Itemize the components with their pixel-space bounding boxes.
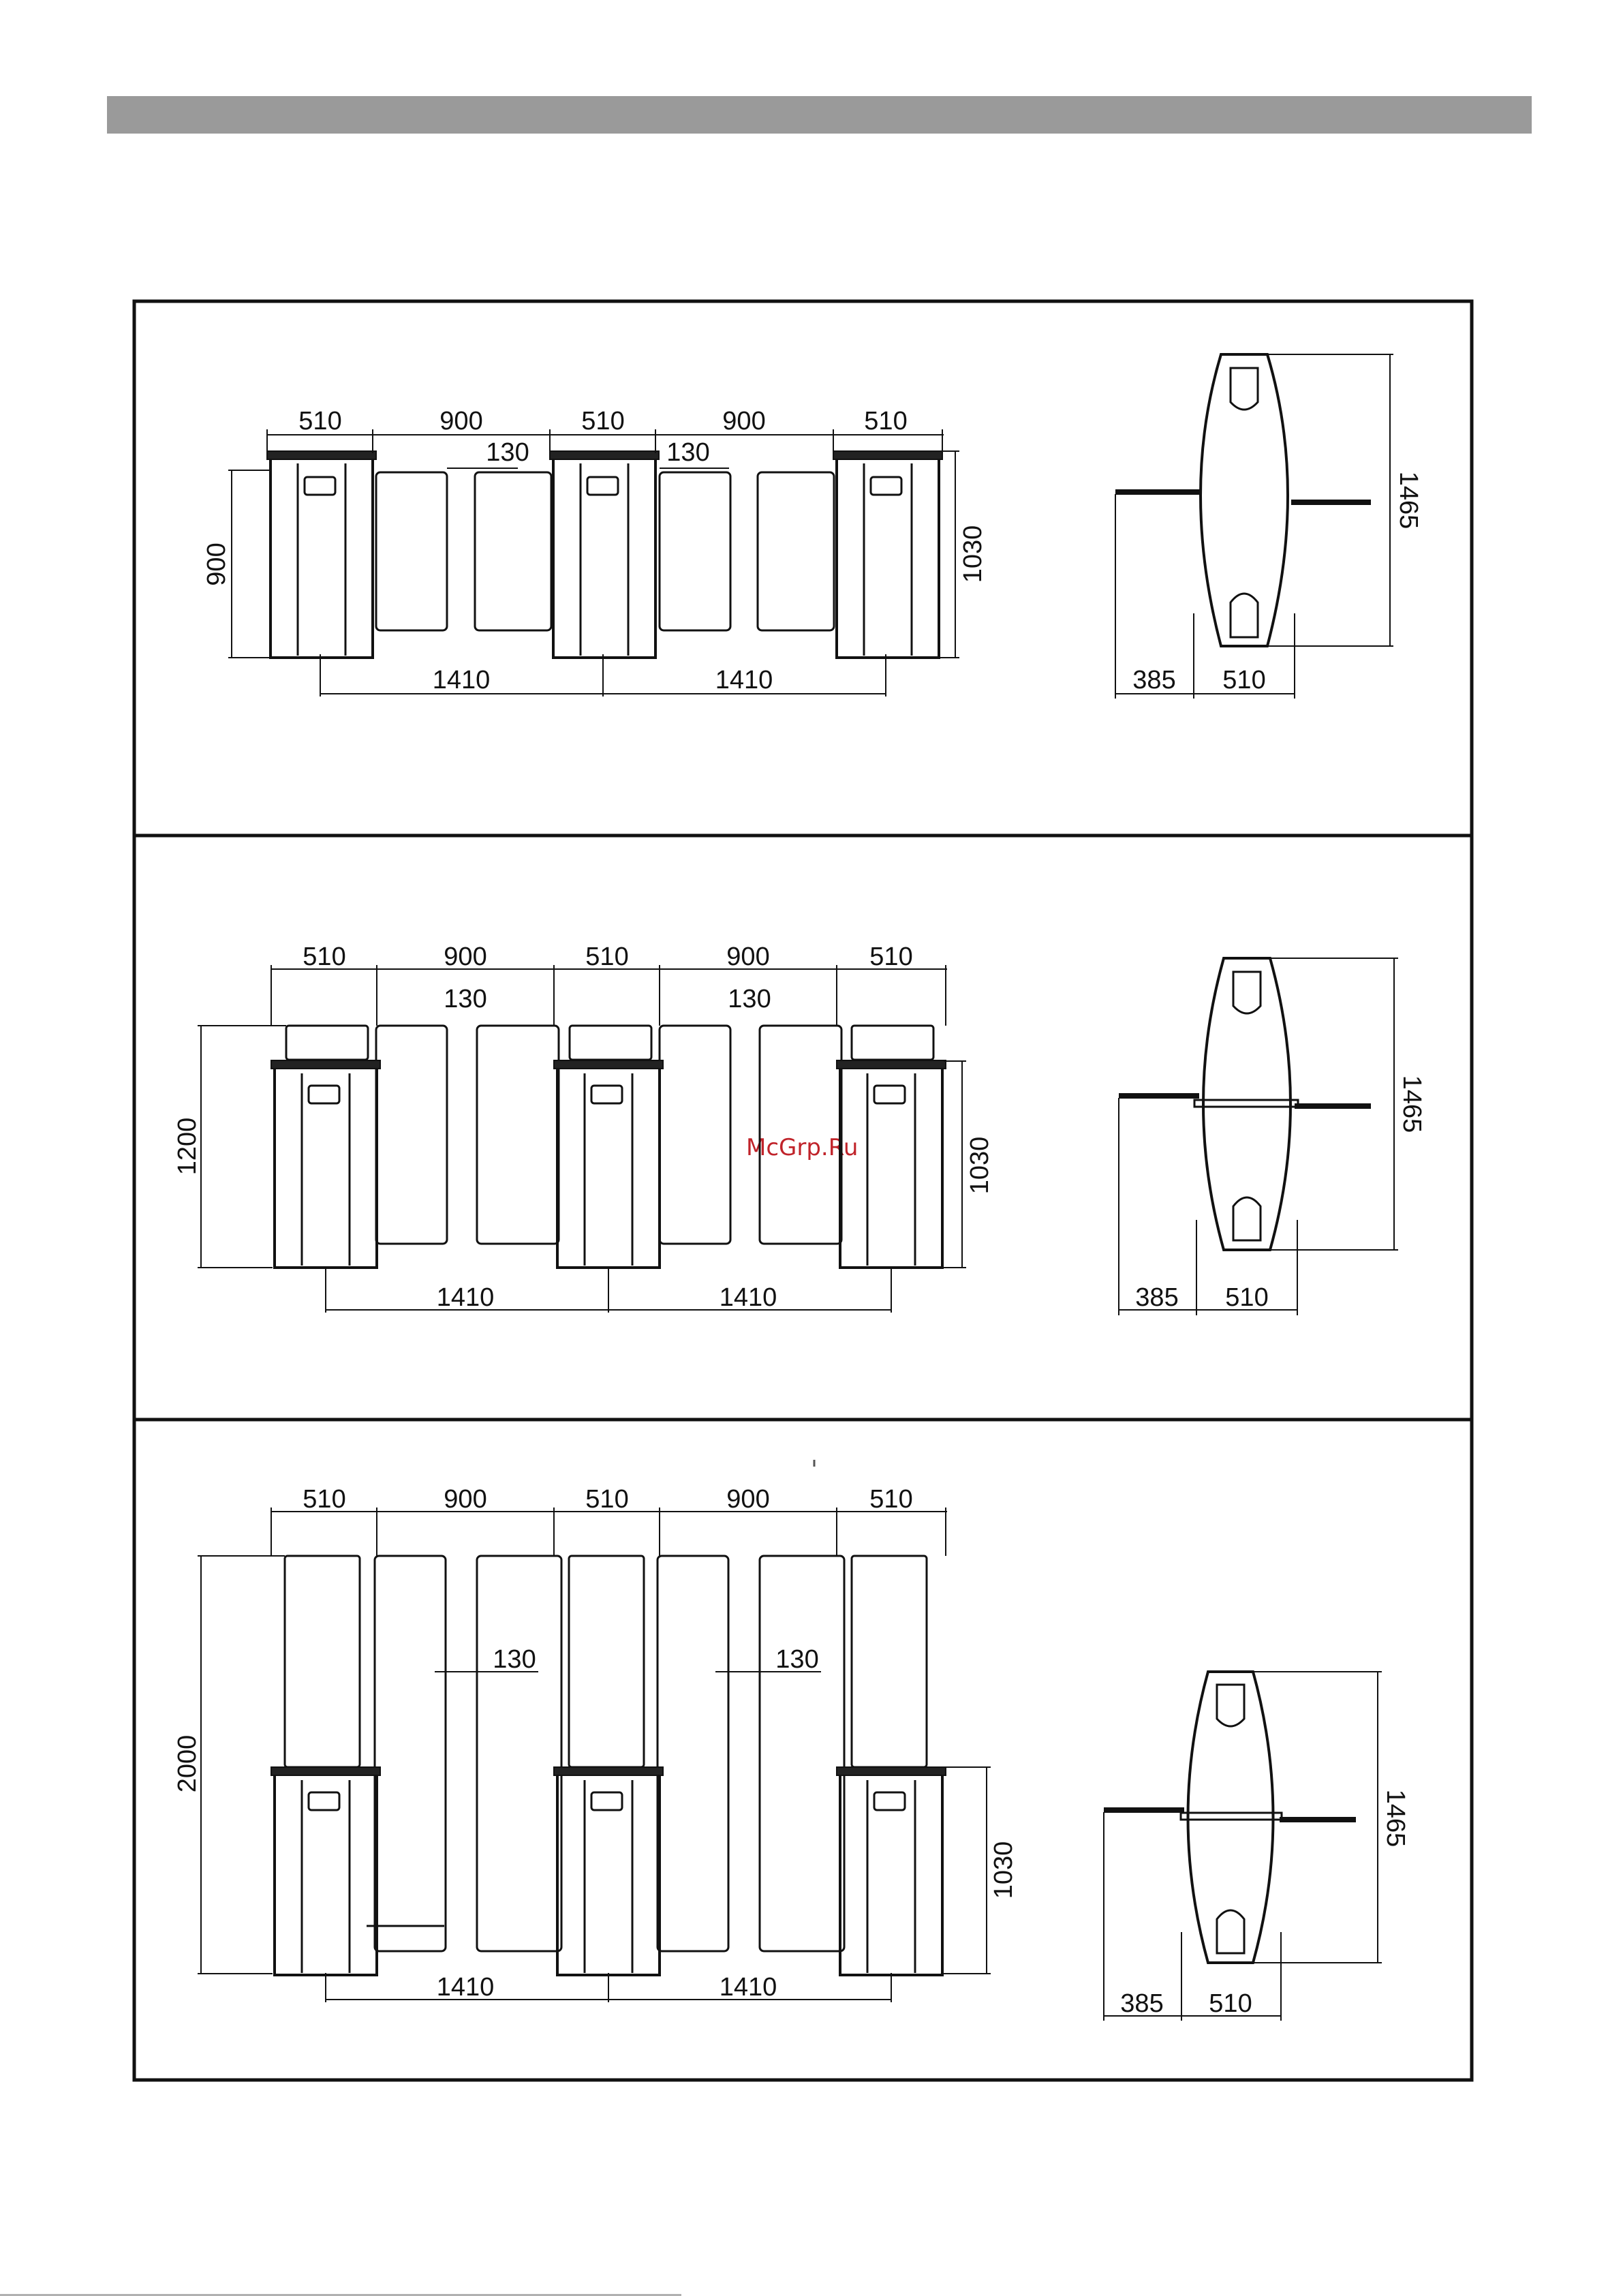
cabinet <box>271 1060 380 1268</box>
reader-slot <box>1233 1197 1261 1240</box>
front-view-3-labels <box>173 1485 1018 2002</box>
glass-panel <box>286 1026 368 1060</box>
cabinet <box>837 1767 946 1975</box>
glass-panel <box>569 1556 644 1767</box>
module-width-label: 510 <box>581 407 625 435</box>
gap-label: 130 <box>486 438 529 467</box>
glass-panel <box>658 1556 728 1951</box>
reader-slot <box>1217 1910 1244 1953</box>
module-width-label: 510 <box>298 407 342 435</box>
length-label: 1465 <box>1381 1789 1410 1848</box>
cabinet-outline <box>1188 1672 1273 1963</box>
glass-panel <box>570 1026 651 1060</box>
glass-panel <box>477 1556 561 1951</box>
cabinet <box>554 1767 663 1975</box>
module-width-label: 510 <box>303 943 346 971</box>
gap-label: 130 <box>728 985 771 1013</box>
glass-panel <box>376 1026 447 1244</box>
glass-panel <box>760 1556 844 1951</box>
panel-2 <box>173 943 1426 1315</box>
glass-panel-top <box>1194 1100 1298 1107</box>
width-label: 510 <box>1209 1989 1252 2018</box>
passage-width-label: 900 <box>439 407 483 435</box>
top-view-1 <box>1115 354 1393 699</box>
passage-width-label: 900 <box>444 943 487 971</box>
glass-panel <box>376 472 447 630</box>
gap-label: 130 <box>775 1645 819 1674</box>
gap-label: 130 <box>493 1645 536 1674</box>
panel-height-label: 900 <box>202 542 231 586</box>
cabinet <box>833 451 942 658</box>
panel-1 <box>202 354 1423 699</box>
glass-panel-top <box>1181 1813 1282 1820</box>
front-view-3 <box>198 1507 991 2002</box>
reader-slot <box>1231 368 1258 410</box>
arm-label: 385 <box>1132 666 1176 694</box>
cabinet <box>271 1767 380 1975</box>
glass-panel <box>660 472 730 630</box>
pitch-label: 1410 <box>436 1973 495 2002</box>
watermark-text: McGrp.Ru <box>746 1134 859 1161</box>
passage-width-label: 900 <box>722 407 766 435</box>
cabinet <box>554 1060 663 1268</box>
glass-panel <box>852 1556 927 1767</box>
cabinet-height-label: 1030 <box>989 1841 1018 1899</box>
glass-panel <box>852 1026 933 1060</box>
glass-panel <box>660 1026 730 1244</box>
glass-panel <box>375 1556 446 1951</box>
pitch-label: 1410 <box>436 1283 495 1312</box>
panel-3 <box>173 1485 1410 2021</box>
width-label: 510 <box>1225 1283 1269 1312</box>
cabinet <box>267 451 376 658</box>
glass-panel <box>285 1556 360 1767</box>
glass-panel <box>477 1026 559 1244</box>
pitch-label: 1410 <box>715 666 773 694</box>
cabinet <box>837 1060 946 1268</box>
module-width-label: 510 <box>864 407 908 435</box>
reader-slot <box>1217 1685 1244 1726</box>
pitch-label: 1410 <box>719 1973 777 2002</box>
panel-height-label: 1200 <box>173 1117 202 1176</box>
top-view-2-labels <box>1135 1075 1426 1312</box>
width-label: 510 <box>1222 666 1266 694</box>
module-width-label: 510 <box>869 943 913 971</box>
cabinet <box>550 451 659 658</box>
length-label: 1465 <box>1394 471 1423 530</box>
reader-slot <box>1233 972 1261 1013</box>
cabinet-height-label: 1030 <box>959 525 987 583</box>
top-view-2 <box>1119 958 1398 1315</box>
arm-label: 385 <box>1120 1989 1164 2018</box>
cabinet-outline <box>1201 354 1288 646</box>
module-width-label: 510 <box>585 1485 629 1514</box>
pitch-label: 1410 <box>432 666 491 694</box>
passage-width-label: 900 <box>726 943 770 971</box>
pitch-label: 1410 <box>719 1283 777 1312</box>
module-width-label: 510 <box>585 943 629 971</box>
top-view-1-labels <box>1132 472 1423 694</box>
front-view-1 <box>228 429 959 697</box>
cabinet-outline <box>1203 958 1290 1250</box>
arm-label: 385 <box>1135 1283 1179 1312</box>
glass-panel <box>475 472 551 630</box>
front-view-1-labels <box>202 407 987 694</box>
passage-width-label: 900 <box>726 1485 770 1514</box>
module-width-label: 510 <box>869 1485 913 1514</box>
gap-label: 130 <box>666 438 710 467</box>
reader-slot <box>1231 594 1258 637</box>
gap-label: 130 <box>444 985 487 1013</box>
cabinet-height-label: 1030 <box>965 1136 994 1195</box>
passage-width-label: 900 <box>444 1485 487 1514</box>
module-width-label: 510 <box>303 1485 346 1514</box>
glass-panel <box>758 472 834 630</box>
top-view-3 <box>1104 1672 1382 2021</box>
length-label: 1465 <box>1397 1075 1426 1133</box>
panel-height-label: 2000 <box>173 1734 202 1793</box>
